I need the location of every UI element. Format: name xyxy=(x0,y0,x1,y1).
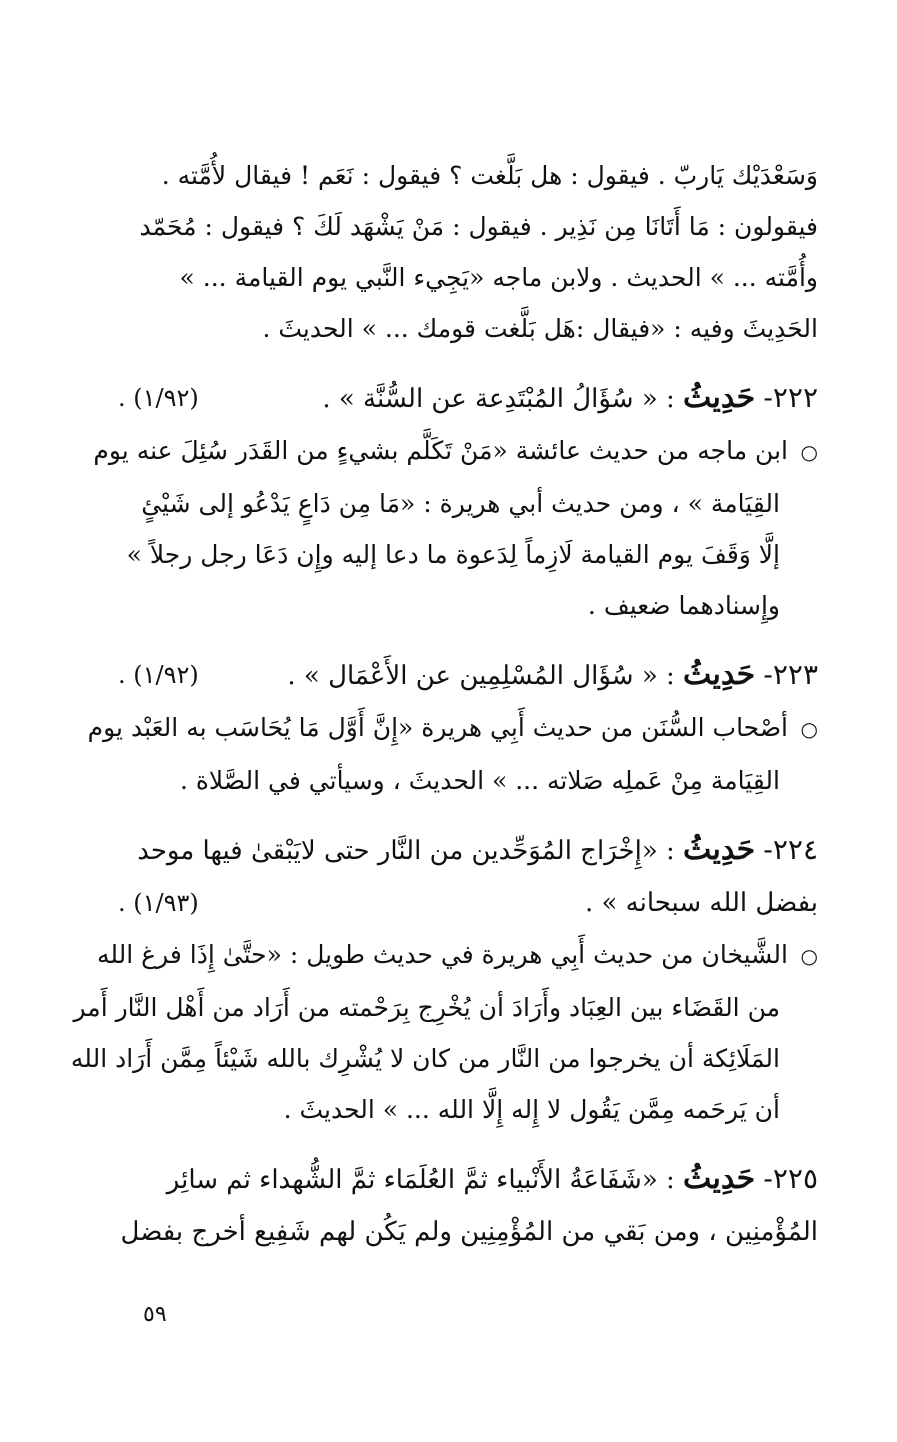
entry-number: ٢٢٤- xyxy=(763,833,818,866)
entry-keyword: حَدِيثُ xyxy=(683,1161,756,1196)
entry-heading-line2: المُؤْمنِين ، ومن بَقي من المُؤْمِنِين ولم يَكُن لهم شَفِيع أخرج بفضل xyxy=(120,1217,818,1247)
entry-body-line: أن يَرحَمه مِمَّن يَقُول لا إِله إِلَّا الله ... » الحديثَ . xyxy=(283,1095,780,1124)
entry-body-line: القِيَامة مِنْ عَملِه صَلاته ... » الحديثَ ، وسيأتي في الصَّلاة . xyxy=(179,766,780,795)
entry-heading-line2 xyxy=(118,877,818,929)
entry-body-line: ○أصْحاب السُّنَن من حديث أَبِي هريرة «إِنَّ أَوَّل مَا يُحَاسَب به العَبْد يوم xyxy=(118,702,818,755)
intro-line: فيقولون : مَا أَتَانَا مِن نَذِير . فيقول : مَنْ يَشْهَد لَكَ ؟ فيقول : مُحَمّد xyxy=(139,212,818,241)
intro-line: الحَدِيثَ وفيه : «فيقال :هَل بَلَّغت قومك ... » الحديثَ . xyxy=(262,314,818,343)
entry-title: : « سُؤَال المُسْلِمِين عن الأَعْمَال » . xyxy=(287,661,675,691)
circle-bullet-icon: ○ xyxy=(800,944,818,968)
page-body xyxy=(70,150,818,1258)
entry-heading xyxy=(118,1153,818,1206)
entry-title: : « سُؤَالُ المُبْتَدِعة عن السُّنَّة » . xyxy=(322,384,675,414)
circle-bullet-icon: ○ xyxy=(800,440,818,464)
entry-heading xyxy=(118,649,818,702)
entry-body-line: ○الشَّيخان من حديث أَبِي هريرة في حديث طويل : «حتَّىٰ إِذَا فرغ الله xyxy=(118,929,818,982)
entry-body-line: ○ابن ماجه من حديث عائشة «مَنْ تَكَلَّم بشيءٍ من القَدَر سُئِلَ عنه يوم xyxy=(118,425,818,478)
entry-number: ٢٢٢- xyxy=(763,381,818,414)
entry-title: : «شَفَاعَةُ الأَنْبياء ثمَّ العُلَمَاء ثمَّ الشُّهداء ثم سائِر xyxy=(166,1165,675,1195)
entry-title-line2: بفضل الله سبحانه » . xyxy=(584,888,818,918)
entry-body-line: وإِسنادهما ضعيف . xyxy=(587,591,780,620)
entry-number: ٢٢٥- xyxy=(763,1162,818,1195)
entry-title: : «إِخْرَاج المُوَحِّدين من النَّار حتى لايَبْقىٰ فيها موحد xyxy=(137,836,675,866)
entry-number: ٢٢٣- xyxy=(763,658,818,691)
hadith-entry-224 xyxy=(70,824,818,1135)
entry-body-line: القِيَامة » ، ومن حديث أبي هريرة : «مَا مِن دَاعٍ يَدْعُو إلى شَيْئٍ xyxy=(141,489,780,518)
entry-body-line: إلَّا وَقَفَ يوم القيامة لَازِماً لِدَعوة ما دعا إليه وإِن دَعَا رجل رجلاً » xyxy=(126,540,780,569)
circle-bullet-icon: ○ xyxy=(800,717,818,741)
entry-body-line: من القَضَاء بين العِبَاد وأَرَادَ أن يُخْرِج بِرَحْمته من أَرَاد من أَهْل النَّار أَمر xyxy=(73,993,780,1022)
entry-keyword: حَدِيثُ xyxy=(683,380,756,415)
entry-heading xyxy=(118,372,818,425)
intro-line: وَسَعْدَيْك يَاربّ . فيقول : هل بَلَّغت ؟ فيقول : نَعَم ! فيقال لأُمَّته . xyxy=(161,161,818,190)
entry-reference: (١/٩٢) . xyxy=(118,384,199,412)
entry-reference: (١/٩٣) . xyxy=(118,889,199,917)
entry-body-line: المَلَائِكة أن يخرجوا من النَّار من كان لا يُشْرِك بالله شَيْئاً مِمَّن أَرَاد الله xyxy=(70,1044,780,1073)
intro-line: وأُمَّته ... » الحديث . ولابن ماجه «يَجِيء النَّبي يوم القيامة ... » xyxy=(179,263,818,292)
hadith-entry-222 xyxy=(93,372,818,631)
entry-reference: (١/٩٢) . xyxy=(118,661,199,689)
page-number: ٥٩ xyxy=(143,1302,167,1327)
entry-keyword: حَدِيثُ xyxy=(683,657,756,692)
intro-paragraph xyxy=(118,150,818,354)
entry-heading xyxy=(118,824,818,877)
hadith-entry-225 xyxy=(118,1153,818,1258)
entry-keyword: حَدِيثُ xyxy=(683,832,756,867)
hadith-entry-223 xyxy=(87,649,818,806)
